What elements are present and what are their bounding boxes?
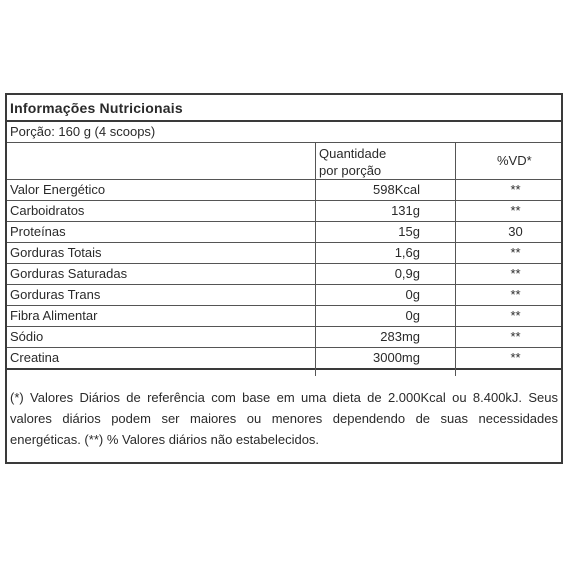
nutrient-quantity: 0,9g (394, 266, 420, 281)
nutrient-vd: ** (510, 203, 521, 218)
nutrient-quantity: 283mg (380, 329, 420, 344)
nutrient-vd: ** (510, 245, 521, 260)
nutrient-name: Proteínas (10, 224, 66, 239)
table-row (7, 180, 561, 201)
nutrient-name: Sódio (10, 329, 44, 344)
nutrient-name: Fibra Alimentar (10, 308, 98, 323)
nutrient-vd: ** (510, 329, 521, 344)
portion-size: Porção: 160 g (4 scoops) (7, 122, 561, 143)
nutrient-name: Gorduras Saturadas (10, 266, 128, 281)
nutrient-name: Valor Energético (10, 182, 106, 197)
nutrient-name: Creatina (10, 350, 60, 365)
nutrient-vd: ** (510, 287, 521, 302)
table-row (7, 243, 561, 264)
nutrient-vd: ** (510, 266, 521, 281)
nutrient-vd: ** (510, 182, 521, 197)
nutrient-quantity: 0g (405, 308, 420, 323)
footnote: (*) Valores Diários de referência com base em uma dieta de 2.000Kcal ou 8.400kJ. Seus valores diários podem ser maiores ou menores dependendo de suas necessidades energéticas. (**) % Valores diários não estabelecidos. (10, 390, 558, 447)
nutrient-name: Gorduras Totais (10, 245, 102, 260)
table-row (7, 327, 561, 348)
nutrient-name: Carboidratos (10, 203, 85, 218)
table-row (7, 285, 561, 306)
table-row (7, 201, 561, 222)
nutrient-vd: 30 (508, 224, 523, 239)
nutrient-quantity: 15g (398, 224, 420, 239)
nutrient-quantity: 3000mg (373, 350, 420, 365)
quantity-header (319, 145, 386, 179)
table-row (7, 222, 561, 243)
quantity-header-line2: por porção (319, 163, 382, 178)
column-divider (455, 143, 456, 376)
table-row (7, 264, 561, 285)
quantity-header-line1: Quantidade (319, 146, 387, 161)
nutrient-name: Gorduras Trans (10, 287, 101, 302)
nutrient-vd: ** (510, 308, 521, 323)
vd-header: %VD* (497, 153, 532, 168)
nutrient-quantity: 598Kcal (373, 182, 420, 197)
column-divider (315, 143, 316, 376)
table-row (7, 306, 561, 327)
nutrient-quantity: 0g (405, 287, 420, 302)
nutrient-quantity: 131g (391, 203, 420, 218)
table-header (7, 143, 561, 180)
nutrition-facts-table (5, 93, 563, 464)
table-row (7, 348, 561, 370)
nutrient-rows (7, 180, 561, 370)
table-title: Informações Nutricionais (7, 95, 561, 122)
nutrient-quantity: 1,6g (394, 245, 420, 260)
nutrient-vd: ** (510, 350, 521, 365)
